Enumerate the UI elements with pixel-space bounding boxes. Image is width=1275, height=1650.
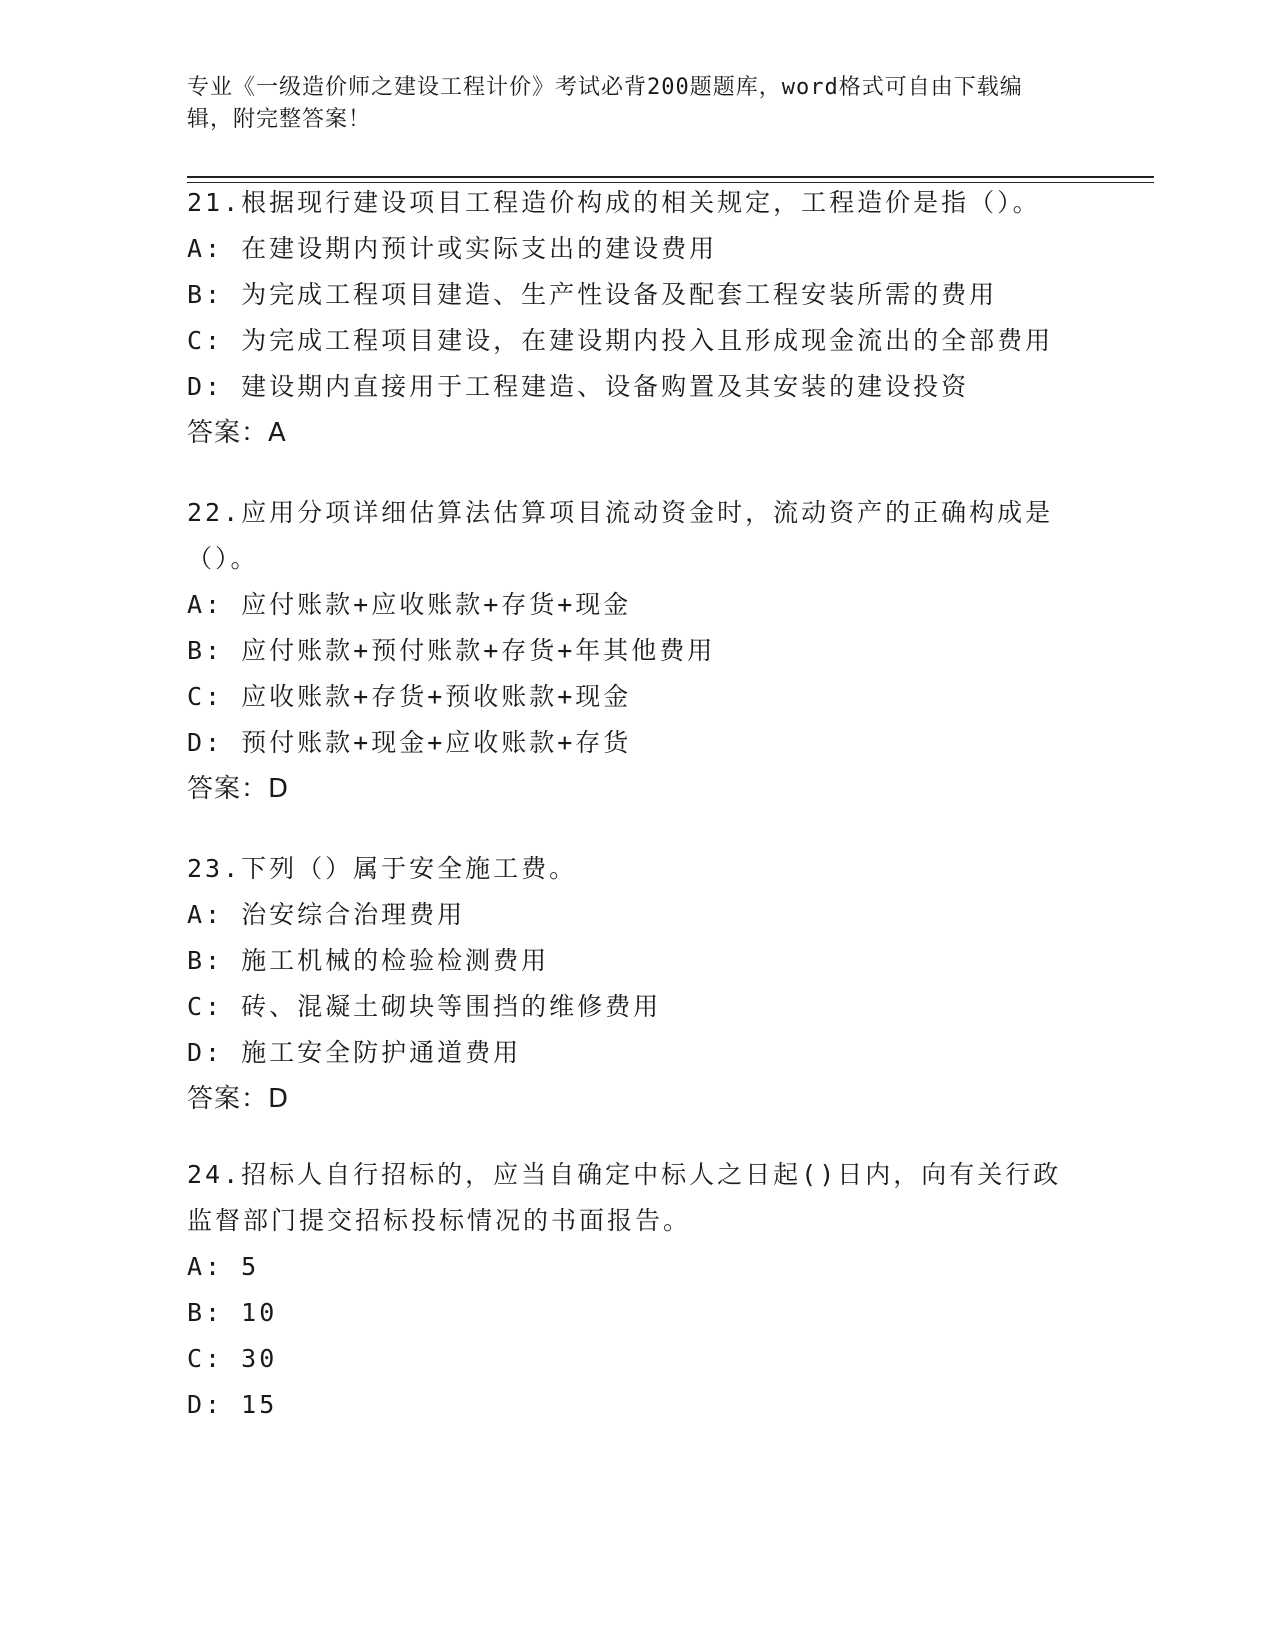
option-d: D: 建设期内直接用于工程建造、设备购置及其安装的建设投资 (187, 372, 970, 401)
option-b: B: 10 (187, 1298, 278, 1327)
question-stem: 24.招标人自行招标的，应当自确定中标人之日起()日内，向有关行政监督部门提交招标投标情况的书面报告。 (187, 1160, 1062, 1235)
question-stem: 22.应用分项详细估算法估算项目流动资金时，流动资产的正确构成是（）。 (187, 498, 1054, 573)
question-23 (187, 846, 1087, 1122)
question-24 (187, 1152, 1087, 1428)
option-c: C: 30 (187, 1344, 278, 1373)
option-b: B: 应付账款+预付账款+存货+年其他费用 (187, 636, 716, 665)
question-stem: 23.下列（）属于安全施工费。 (187, 854, 578, 883)
answer-label: 答案：D (187, 774, 290, 804)
option-a: A: 在建设期内预计或实际支出的建设费用 (187, 234, 718, 263)
option-d: D: 15 (187, 1390, 278, 1419)
option-b: B: 施工机械的检验检测费用 (187, 946, 550, 975)
option-c: C: 应收账款+存货+预收账款+现金 (187, 682, 632, 711)
option-a: A: 治安综合治理费用 (187, 900, 466, 929)
answer-label: 答案：D (187, 1084, 290, 1114)
question-stem: 21.根据现行建设项目工程造价构成的相关规定，工程造价是指（）。 (187, 188, 1041, 217)
option-c: C: 为完成工程项目建设，在建设期内投入且形成现金流出的全部费用 (187, 326, 1054, 355)
option-a: A: 应付账款+应收账款+存货+现金 (187, 590, 632, 619)
option-d: D: 施工安全防护通道费用 (187, 1038, 522, 1067)
header-divider-thick (187, 176, 1154, 178)
question-21 (187, 180, 1087, 456)
option-d: D: 预付账款+现金+应收账款+存货 (187, 728, 632, 757)
document-header: 专业《一级造价师之建设工程计价》考试必背200题题库，word格式可自由下载编辑，附完整答案！ (187, 75, 1023, 132)
answer-label: 答案：A (187, 418, 287, 448)
option-b: B: 为完成工程项目建造、生产性设备及配套工程安装所需的费用 (187, 280, 998, 309)
question-22 (187, 490, 1087, 812)
option-c: C: 砖、混凝土砌块等围挡的维修费用 (187, 992, 662, 1021)
option-a: A: 5 (187, 1252, 260, 1281)
